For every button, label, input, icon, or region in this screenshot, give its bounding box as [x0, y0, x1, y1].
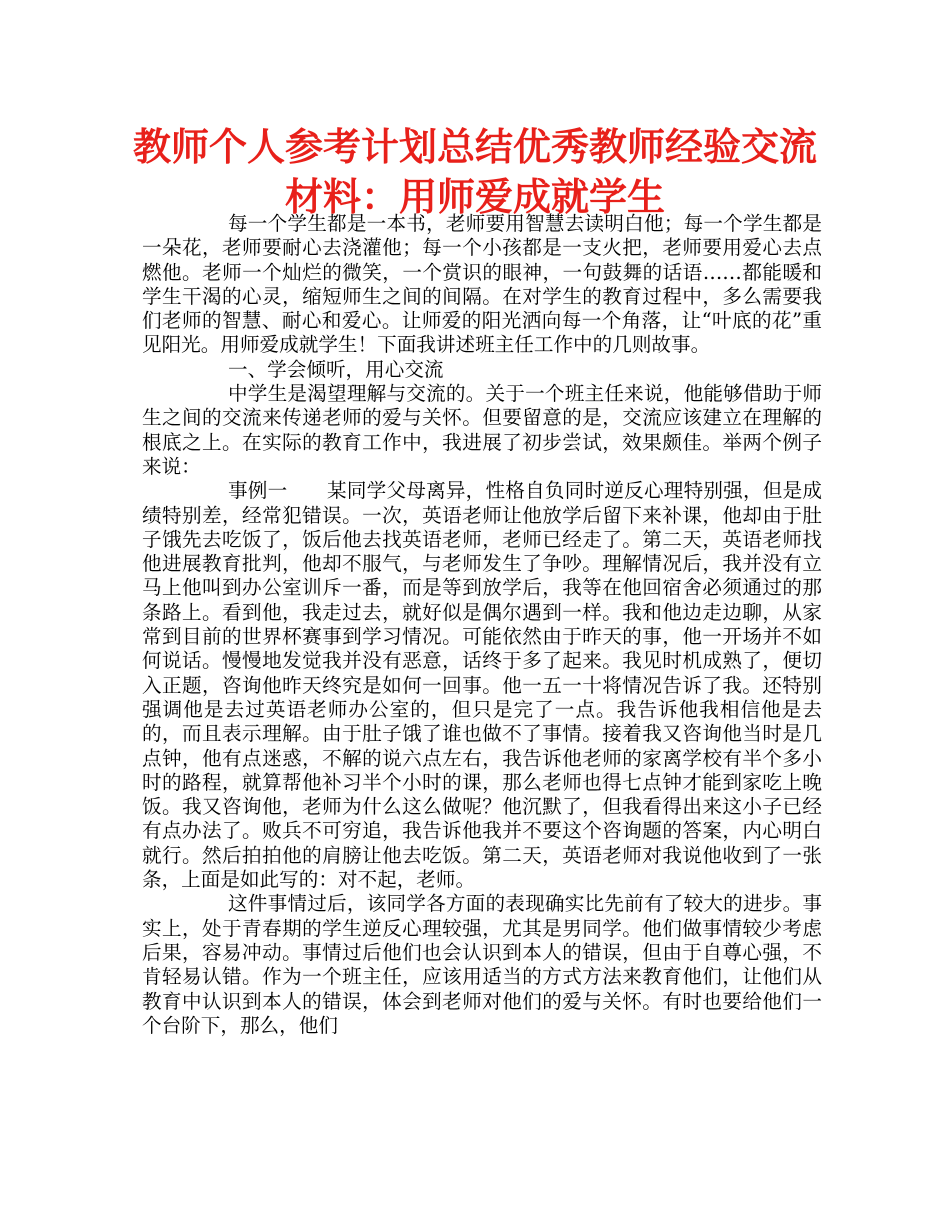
paragraph-example-one: 事例一 某同学父母离异，性格自负同时逆反心理特别强，但是成绩特别差，经常犯错误。一次，英语老师让他放学后留下来补课，他却由于肚子饿先去吃饭了，饭后他去找英语老师，老师已经走了。第二天，英语老师找他进展教育批判，他却不服气，与老师发生了争吵。理解情况后，我并没有立马上他叫到办公室训斥一番，而是等到放学后，我等在他回宿舍必须通过的那条路上。看到他，我走过去，就好似是偶尔遇到一样。我和他边走边聊，从家常到目前的世界杯赛事到学习情况。可能依然由于昨天的事，他一开场并不如何说话。慢慢地发觉我并没有恶意，话终于多了起来。我见时机成熟了，便切入正题，咨询他昨天终究是如何一回事。他一五一十将情况告诉了我。还特别强调他是去过英语老师办公室的，但只是完了一点。我告诉他我相信他是去的，而且表示理解。由于肚子饿了谁也做不了事情。接着我又咨询他当时是几点钟，他有点迷惑，不解的说六点左右，我告诉他老师的家离学校有半个多小时的路程，就算帮他补习半个小时的课，那么老师也得七点钟才能到家吃上晚饭。我又咨询他，老师为什么这么做呢？他沉默了，但我看得出来这小子已经有点办法了。败兵不可穷追，我告诉他我并不要这个咨询题的答案，内心明白就行。然后拍拍他的肩膀让他去吃饭。第二天，英语老师对我说他收到了一张条，上面是如此写的：对不起，老师。 [142, 479, 822, 892]
paragraph: 中学生是渴望理解与交流的。关于一个班主任来说，他能够借助于师生之间的交流来传递老师的爱与关怀。但要留意的是，交流应该建立在理解的根底之上。在实际的教育工作中，我进展了初步尝试，效果颇佳。举两个例子来说： [142, 382, 822, 478]
title-line-1: 教师个人参考计划总结优秀教师经验交流 [132, 125, 817, 169]
title-line-2: 材料：用师爱成就学生 [284, 175, 665, 219]
document-body [142, 212, 822, 1038]
document-title [100, 122, 850, 222]
section-heading: 一、学会倾听，用心交流 [228, 357, 444, 381]
paragraph-intro: 每一个学生都是一本书，老师要用智慧去读明白他；每一个学生都是一朵花，老师要耐心去浇灌他；每一个小孩都是一支火把，老师要用爱心去点燃他。老师一个灿烂的微笑，一个赏识的眼神，一句鼓舞的话语……都能暖和学生干渴的心灵，缩短师生之间的间隔。在对学生的教育过程中，多么需要我们老师的智慧、耐心和爱心。让师爱的阳光洒向每一个角落，让“叶底的花”重见阳光。用师爱成就学生！下面我讲述班主任工作中的几则故事。 [142, 212, 822, 357]
paragraph: 这件事情过后，该同学各方面的表现确实比先前有了较大的进步。事实上，处于青春期的学生逆反心理较强，尤其是男同学。他们做事情较少考虑后果，容易冲动。事情过后他们也会认识到本人的错误，但由于自尊心强，不肯轻易认错。作为一个班主任，应该用适当的方式方法来教育他们，让他们从教育中认识到本人的错误，体会到老师对他们的爱与关怀。有时也要给他们一个台阶下，那么，他们 [142, 892, 822, 1037]
